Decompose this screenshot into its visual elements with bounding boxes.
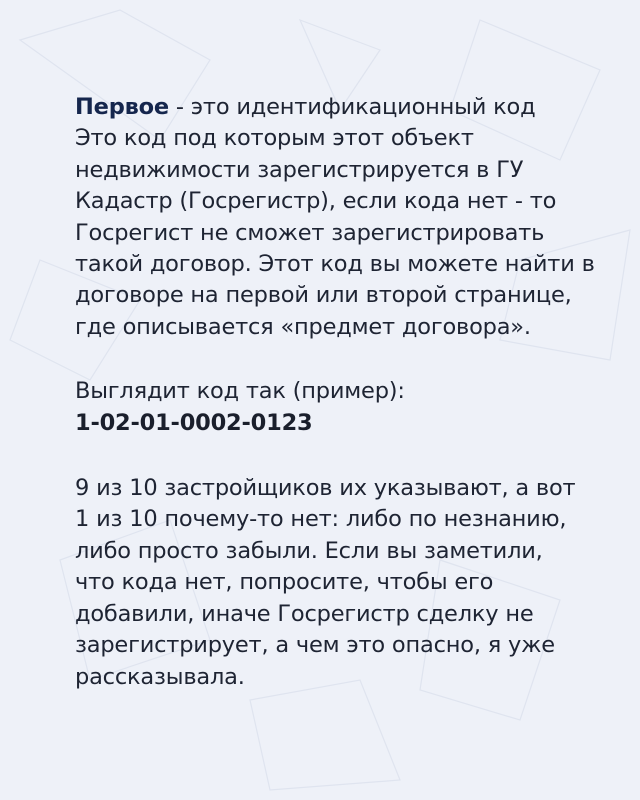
paragraph1-line-0: [75, 92, 575, 123]
paragraph1-line-4: Госрегист не сможет зарегистрировать: [75, 219, 545, 246]
paragraph1-line-0-rest: - это идентификационный код: [168, 94, 536, 120]
paragraph1-line-5: такой договор. Этот код вы можете найти в: [75, 251, 595, 278]
paragraph1-line-3: Кадастр (Госрегистр), если кода нет - то: [75, 188, 557, 215]
paragraph3-line-3: что кода нет, попросите, чтобы его: [75, 569, 494, 596]
paragraph1-line-7: где описывается «предмет договора».: [75, 313, 531, 340]
paragraph1-line-1: Это код под которым этот объект: [75, 125, 474, 152]
lead-word: Первое: [75, 94, 169, 120]
paragraph3-line-0: 9 из 10 застройщиков их указывают, а вот: [75, 475, 576, 502]
paragraph3-line-1: 1 из 10 почему-то нет: либо по незнанию,: [75, 506, 567, 533]
paragraph-identification-code: [75, 92, 595, 343]
paragraph1-line-6: договоре на первой или второй странице,: [75, 282, 572, 309]
code-example-value: 1-02-01-0002-0123: [75, 409, 313, 436]
paragraph3-line-2: либо просто забыли. Если вы заметили,: [75, 537, 543, 564]
paragraph3-line-6: рассказывала.: [75, 663, 245, 690]
paragraph3-line-5: зарегистрирует, а чем это опасно, я уже: [75, 632, 555, 659]
paragraph1-line-2: недвижимости зарегистрируется в ГУ: [75, 156, 524, 183]
paragraph3-line-4: добавили, иначе Госрегистр сделку не: [75, 600, 534, 627]
paragraph-developers-note: [75, 473, 575, 693]
text-content: [75, 92, 595, 693]
paragraph-code-example: [75, 376, 575, 439]
code-example-intro: Выглядит код так (пример):: [75, 378, 405, 405]
